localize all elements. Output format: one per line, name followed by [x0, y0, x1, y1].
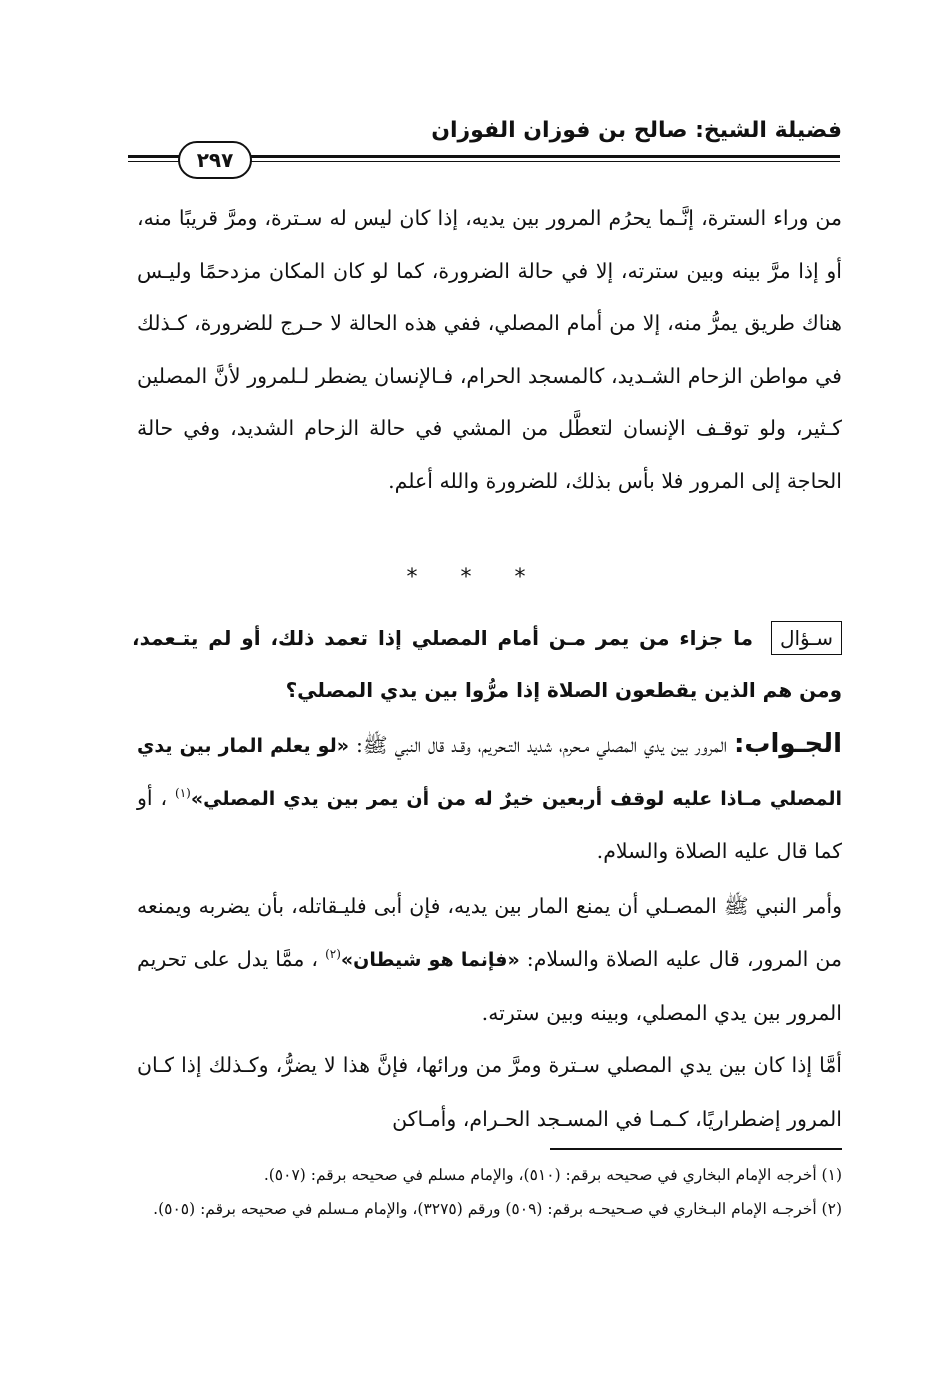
answer-text-end: ، أو كما قال عليه الصلاة والسلام. — [137, 786, 842, 863]
hadith-quote: «فإنما هو شيطان» — [340, 949, 520, 971]
paragraph-1: من وراء السترة، إنَّـما يحرُم المرور بين يديه، إذا كان ليس له سـترة، ومرَّ قريبًا منه، أو إذا مرَّ بينه وبين سترته، إلا في حالة الضرورة، كما لو كان المكان مزدحمًا وليـس هناك طريق يمرُّ منه، إلا من أمام المصلي، ففي هذه الحالة لا حـرج للضرورة، كـذلك في مواطن الزحام الشـديد، كالمسجد الحرام، فـالإنسان يضطر لـلمرور لأنَّ المصلين كـثير، ولو توقـف الإنسان لتعطَّل من المشي في حالة الزحام الشديد، وفي حالة الحاجة إلى المرور فلا بأس بذلك، للضرورة والله أعلم. — [137, 206, 842, 493]
footnotes — [132, 1158, 842, 1226]
footnote-ref: (١) — [175, 786, 191, 801]
page-number: ٢٩٧ — [196, 148, 234, 172]
footnote-rule — [550, 1148, 842, 1150]
paragraph-2 — [137, 880, 842, 1040]
answer-block — [137, 718, 842, 877]
running-header-title: فضيلة الشيخ: صالح بن فوزان الفوزان — [431, 118, 842, 143]
paragraph-2-text: وأمر النبي ﷺ المصـلي أن يمنع المار بين يديه، فإن أبى فليـقاتله، بأن يضربه ويمنعه من المرور، قال عليه الصلاة والسلام: — [137, 894, 842, 971]
footnote-ref: (٢) — [325, 947, 341, 962]
question-label: سـؤال — [771, 621, 842, 655]
answer-text: المرور بين يدي المصلي مـحرم، شديد التـحريم، وقـد قال النبي ﷺ: — [355, 733, 727, 757]
footnote-2: (٢) أخرجـه الإمام البـخاري في صـحيحـه برقم: (٥٠٩) ورقم (٣٢٧٥)، والإمام مـسلم في صحيحه برقم: (٥٠٥). — [153, 1200, 842, 1218]
question-text: ما جزاء من يمر مـن أمام المصلي إذا تعمد ذلك، أو لم يتـعمد، ومن هم الذين يقطعون الصلاة إذا مرُّوا بين يدي المصلي؟ — [132, 626, 842, 702]
section-separator: * * * — [406, 565, 544, 590]
answer-label: الجـواب: — [733, 729, 842, 759]
paragraph-3: أمَّا إذا كان بين يدي المصلي سـترة ومرَّ من ورائها، فإنَّ هذا لا يضرُّ، وكـذلك إذا كـان المرور إضطراريًا، كـمـا في المسـجد الحـرام، وأمـاكن — [137, 1053, 842, 1131]
paragraph-2-text-end: ، ممَّا يدل على تحريم المرور بين يدي المصلي، وبينه وبين سترته. — [137, 947, 842, 1025]
footnote-1: (١) أخرجه الإمام البخاري في صحيحه برقم: (٥١٠)، والإمام مسلم في صحيحه برقم: (٥٠٧). — [263, 1166, 842, 1184]
page-number-badge — [178, 141, 252, 179]
hadith-quote: «لو يعلم المار بين يدي المصلي مـاذا عليه لوقف أربعين خيرٌ له من أن يمر بين يدي المصلي» — [137, 735, 842, 810]
question-block — [132, 612, 842, 716]
